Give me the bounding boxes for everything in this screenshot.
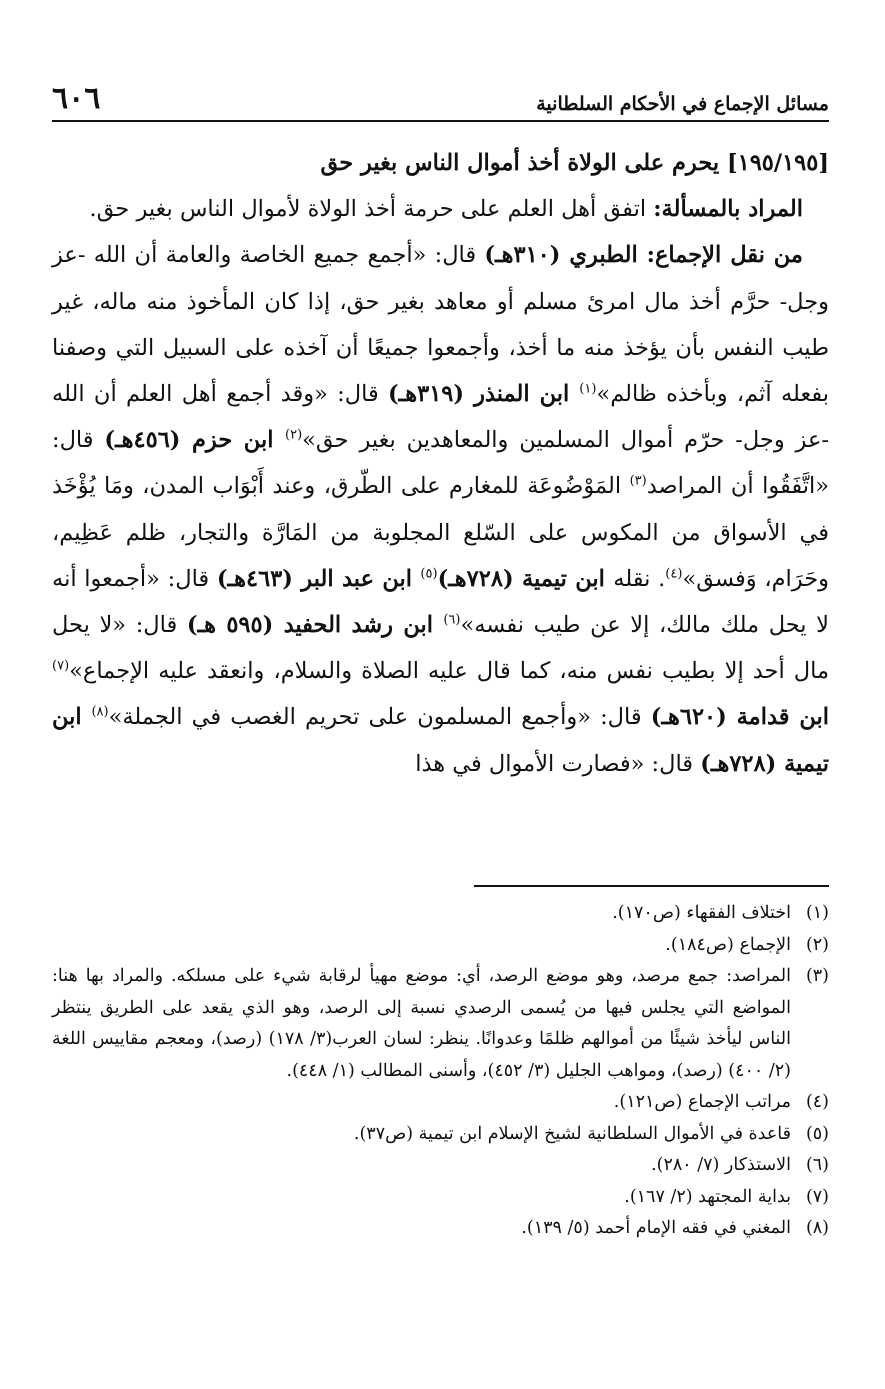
footnote-text: الإجماع (ص١٨٤).: [665, 934, 791, 955]
citation-lead: . نقله: [613, 565, 666, 592]
footnote-text: المغني في فقه الإمام أحمد (٥/ ١٣٩).: [521, 1218, 791, 1238]
footnote-number: (٢): [805, 934, 829, 955]
meaning-text: اتفق أهل العلم على حرمة أخذ الولاة لأموال الناس بغير حق.: [89, 196, 654, 223]
scholar-name: ابن المنذر: [474, 381, 580, 408]
footnote-text: بداية المجتهد (٢/ ١٦٧).: [624, 1186, 791, 1207]
footnote-ref[interactable]: (٣): [629, 473, 647, 489]
scholar-name: ابن قدامة: [736, 704, 829, 731]
scholar-name: ابن تيمية: [52, 704, 829, 777]
footnote-item: [52, 1119, 829, 1151]
footnote-number: (٦): [805, 1155, 829, 1175]
footnotes: [52, 898, 829, 1245]
issue-title: [١٩٥/١٩٥] يحرم على الولاة أخذ أموال الناس بغير حق: [320, 150, 829, 176]
footnote-number: (٨): [805, 1218, 829, 1238]
footnote-number: (٥): [805, 1123, 829, 1144]
transmission-paragraph: [52, 232, 829, 786]
quote: قال: «اتَّفَقُوا أن المراصد: [52, 427, 829, 500]
main-text: [52, 140, 829, 787]
footnote-separator: [474, 885, 829, 887]
scholar-name: الطبري: [569, 242, 647, 269]
footnote-text: مراتب الإجماع (ص١٢١).: [613, 1092, 791, 1112]
footnote-item: [52, 961, 829, 1087]
transmission-label: من نقل الإجماع:: [646, 242, 803, 269]
footnote-ref[interactable]: (٧): [52, 658, 70, 674]
meaning-label: المراد بالمسألة:: [653, 196, 803, 223]
quote: قال: «أجمعوا أنه لا يحل ملك مالك، إلا عن طيب نفسه»: [52, 565, 830, 639]
footnote-item: [52, 1182, 829, 1214]
footnote-text: قاعدة في الأموال السلطانية لشيخ الإسلام ابن تيمية (ص٣٧).: [353, 1123, 791, 1144]
scholar-year: (٣١٩هـ): [388, 381, 475, 408]
scholar-year: (٤٥٦هـ): [104, 427, 192, 454]
page-number: ٦٠٦: [52, 81, 101, 116]
footnote-text: المراصد: جمع مرصد، وهو موضع الرصد، أي: موضع مهيأ لرقابة شيء على مسلكه. والمراد بها هنا: المواضع التي يجلس فيها من يُسمى الرصدي نسبة إلى الرصد، وهو الذي يقعد على الطريق ينتظر الناس ليأخذ شيئًا من أموالهم ظلمًا وعدوانًا. ينظر: لسان العرب(٣/ ١٧٨) (رصد)، ومعجم مقاييس اللغة (٢/ ٤٠٠) (رصد)، ومواهب الجليل (٣/ ٤٥٢)، وأسنى المطالب (١/ ٤٤٨).: [52, 966, 792, 1081]
footnote-text: الاستذكار (٧/ ٢٨٠).: [651, 1155, 791, 1175]
scholar-name: ابن حزم: [192, 427, 286, 454]
quote: قال: «أجمع جميع الخاصة والعامة أن الله -عز وجل- حرَّم أخذ مال امرئ مسلم أو معاهد بغير حق، إذا كان المأخوذ منه ماله، غير طيب النفس بأن يؤخذ منه ما أخذ، وأجمعوا جميعًا أن آخذه على السبيل التي وصفنا بفعله آثم، وبأخذه ظالم»: [52, 242, 829, 408]
scholar-name: ابن عبد البر: [301, 565, 421, 592]
footnote-item: [52, 930, 829, 962]
scholar-year: (٣١٠هـ): [484, 242, 570, 269]
scholar-year: (٤٦٣هـ): [216, 565, 302, 592]
page-header: [52, 70, 829, 122]
scholar-year: (٥٩٥ هـ): [186, 612, 284, 639]
footnote-ref[interactable]: (٢): [285, 427, 303, 443]
footnote-text: اختلاف الفقهاء (ص١٧٠).: [612, 903, 791, 923]
running-title: مسائل الإجماع في الأحكام السلطانية: [536, 93, 829, 115]
quote: المَوْضُوعَة للمغارم على الطّرق، وعند أَبْوَاب المدن، ومَا يُؤْخَذ في الأسواق من المكوس على السّلع المجلوبة من المَارَّة والتجار، ظلم عَظِيم، وحَرَام، وَفسق»: [52, 473, 829, 592]
footnote-item: [52, 1150, 829, 1182]
scholar-year: (٦٢٠هـ): [650, 704, 737, 731]
quote: قال: «لا يحل مال أحد إلا بطيب نفس منه، كما قال عليه الصلاة والسلام، وانعقد عليه الإجماع»: [52, 612, 829, 685]
scholar-year: (٧٢٨هـ): [700, 750, 785, 777]
footnote-number: (٣): [805, 966, 829, 986]
footnote-item: [52, 1087, 829, 1119]
quote: قال: «وأجمع المسلمون على تحريم الغصب في الجملة»: [108, 704, 651, 731]
footnote-number: (١): [805, 903, 829, 923]
quote: قال: «وقد أجمع أهل العلم أن الله -عز وجل- حرّم أموال المسلمين والمعاهدين بغير حق»: [52, 381, 829, 454]
footnote-number: (٧): [805, 1186, 829, 1207]
footnote-ref[interactable]: (١): [579, 381, 597, 397]
footnote-ref[interactable]: (٤): [665, 566, 683, 582]
meaning-paragraph: [52, 186, 829, 232]
scholar-citation: ابن تيمية (٧٢٨هـ): [437, 565, 614, 592]
footnote-ref[interactable]: (٦): [443, 612, 461, 628]
footnote-item: [52, 1213, 829, 1245]
scholar-name: ابن رشد الحفيد: [283, 612, 444, 639]
footnote-item: [52, 898, 829, 930]
footnote-number: (٤): [805, 1092, 829, 1112]
footnote-ref[interactable]: (٨): [91, 704, 109, 720]
quote: قال: «فصارت الأموال في هذا: [415, 750, 701, 777]
footnote-ref[interactable]: (٥): [420, 566, 438, 582]
